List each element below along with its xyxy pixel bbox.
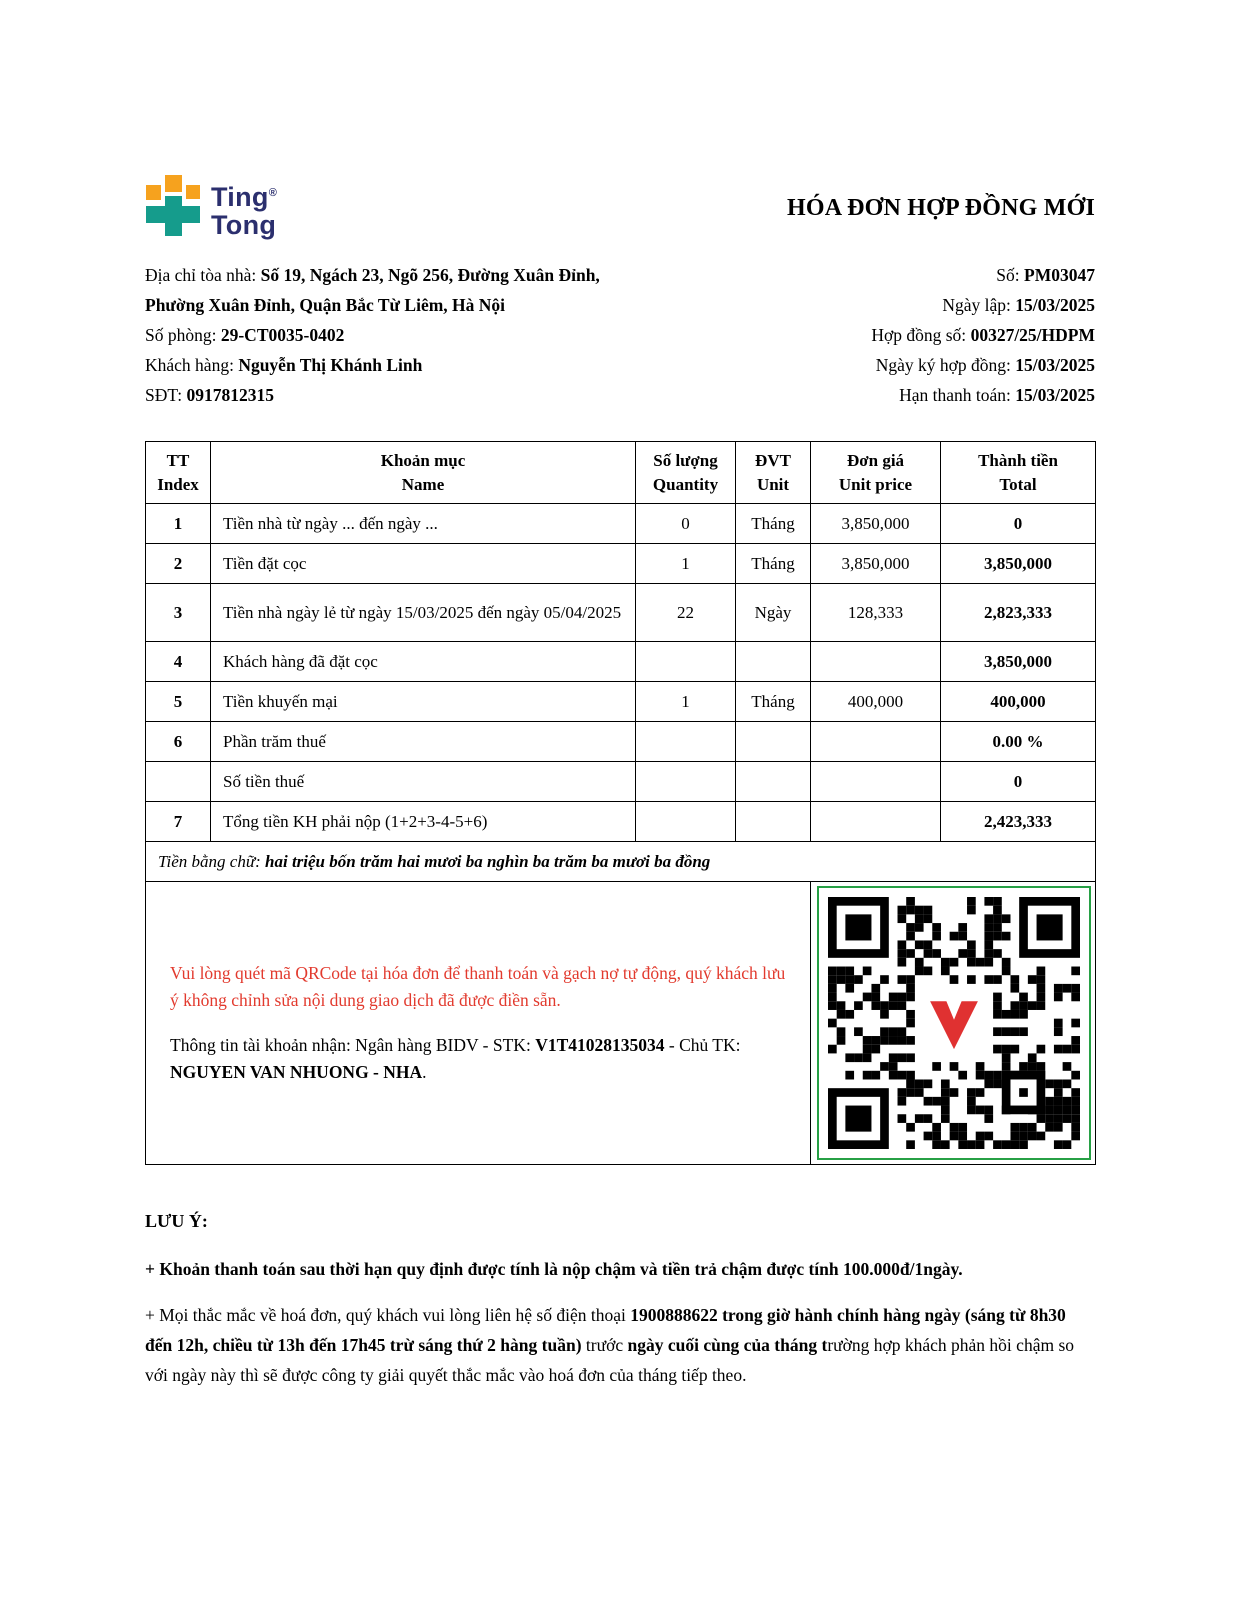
amount-in-words-row — [146, 842, 1096, 882]
address-value-line1: Số 19, Ngách 23, Ngõ 256, Đường Xuân Đỉnh, — [260, 265, 600, 285]
cell-total: 0 — [941, 504, 1096, 544]
col-header-total: Thành tiền Total — [941, 442, 1096, 504]
amount-in-words-value: hai triệu bốn trăm hai mươi ba nghìn ba trăm ba mươi ba đồng — [265, 851, 711, 871]
tingtong-logo-text — [211, 175, 277, 239]
account-holder-label: - Chủ TK: — [664, 1035, 741, 1055]
cell-index: 1 — [146, 504, 211, 544]
cell-unit — [736, 722, 811, 762]
cell-index: 5 — [146, 682, 211, 722]
qr-row — [146, 882, 1096, 1165]
info-right-column — [715, 265, 1095, 415]
cell-total: 2,423,333 — [941, 802, 1096, 842]
table-row — [146, 722, 1096, 762]
cell-name: Tiền khuyến mại — [211, 682, 636, 722]
cell-unit — [736, 802, 811, 842]
cell-total: 0 — [941, 762, 1096, 802]
registered-mark: ® — [268, 187, 278, 199]
cell-unit — [736, 762, 811, 802]
building-address-line1 — [145, 265, 715, 295]
notes-title: LƯU Ý: — [145, 1211, 208, 1231]
due-date-line — [715, 385, 1095, 415]
cell-quantity — [636, 722, 736, 762]
col-header-unit: ĐVT Unit — [736, 442, 811, 504]
contract-number-label: Hợp đồng số: — [871, 325, 971, 345]
col-header-name: Khoản mục Name — [211, 442, 636, 504]
invoice-number-value: PM03047 — [1024, 265, 1095, 285]
cell-name: Tổng tiền KH phải nộp (1+2+3-4-5+6) — [211, 802, 636, 842]
qr-instructions-cell — [146, 882, 811, 1165]
cell-unit-price: 3,850,000 — [811, 544, 941, 584]
cell-unit-price — [811, 722, 941, 762]
contract-date-value: 15/03/2025 — [1015, 355, 1095, 375]
logo-word-ting — [211, 179, 277, 211]
cell-name: Tiền đặt cọc — [211, 544, 636, 584]
receiving-account-info — [170, 1032, 786, 1086]
customer-value: Nguyễn Thị Khánh Linh — [238, 355, 423, 375]
hotline-note-part2: trước — [581, 1334, 628, 1355]
invoice-number-label: Số: — [996, 265, 1025, 285]
phone-value: 0917812315 — [186, 385, 274, 405]
invoice-table — [145, 441, 1096, 1165]
cell-index — [146, 762, 211, 802]
cell-total: 400,000 — [941, 682, 1096, 722]
due-date-label: Hạn thanh toán: — [899, 385, 1016, 405]
address-label: Địa chỉ tòa nhà: — [145, 265, 261, 285]
col-header-unit-price: Đơn giá Unit price — [811, 442, 941, 504]
cell-unit: Tháng — [736, 682, 811, 722]
col-header-quantity: Số lượng Quantity — [636, 442, 736, 504]
notes-section — [145, 1211, 1095, 1390]
issue-date-label: Ngày lập: — [942, 295, 1016, 315]
logo-ting-label: Ting — [211, 182, 269, 212]
account-period: . — [422, 1062, 427, 1083]
cell-unit-price: 128,333 — [811, 584, 941, 642]
tingtong-logo — [145, 175, 277, 239]
cell-total: 3,850,000 — [941, 544, 1096, 584]
cell-name: Khách hàng đã đặt cọc — [211, 642, 636, 682]
cell-total: 0.00 % — [941, 722, 1096, 762]
room-number-line — [145, 325, 715, 355]
amount-in-words-label: Tiền bằng chữ: — [158, 851, 266, 871]
cell-unit: Tháng — [736, 504, 811, 544]
cell-index: 2 — [146, 544, 211, 584]
issue-date-value: 15/03/2025 — [1015, 295, 1095, 315]
table-row — [146, 584, 1096, 642]
cell-quantity: 1 — [636, 682, 736, 722]
contract-number-value: 00327/25/HDPM — [970, 325, 1095, 345]
cell-index: 7 — [146, 802, 211, 842]
customer-line — [145, 355, 715, 385]
table-row — [146, 544, 1096, 584]
cell-unit-price: 3,850,000 — [811, 504, 941, 544]
cell-index: 4 — [146, 642, 211, 682]
cell-unit-price: 400,000 — [811, 682, 941, 722]
contract-number-line — [715, 325, 1095, 355]
cell-name: Phần trăm thuế — [211, 722, 636, 762]
hotline-note — [145, 1301, 1095, 1390]
account-holder: NGUYEN VAN NHUONG - NHA — [170, 1062, 423, 1083]
invoice-number-line — [715, 265, 1095, 295]
account-label: Thông tin tài khoản nhận: Ngân hàng BIDV - STK: — [170, 1035, 536, 1055]
cell-unit — [736, 642, 811, 682]
cell-unit: Ngày — [736, 584, 811, 642]
phone-label: SĐT: — [145, 385, 187, 405]
qr-payment-notice: Vui lòng quét mã QRCode tại hóa đơn để thanh toán và gạch nợ tự động, quý khách lưu ý không chỉnh sửa nội dung giao dịch đã được điền sẵn. — [170, 962, 786, 1010]
cell-total: 3,850,000 — [941, 642, 1096, 682]
cell-quantity: 1 — [636, 544, 736, 584]
room-value: 29-CT0035-0402 — [220, 325, 345, 345]
room-label: Số phòng: — [145, 325, 221, 345]
cell-name: Tiền nhà từ ngày ... đến ngày ... — [211, 504, 636, 544]
hotline-note-part3: rường hợp khách phản hồi chậm so với ngày này thì sẽ được công ty giải quyết thắc mắc vào hoá đơn của tháng tiếp theo. — [145, 1334, 1075, 1385]
header — [145, 175, 1095, 239]
cell-unit-price — [811, 762, 941, 802]
hotline-note-part1: + Mọi thắc mắc về hoá đơn, quý khách vui lòng liên hệ số điện thoại — [145, 1305, 631, 1326]
account-number: V1T41028135034 — [535, 1035, 665, 1055]
cell-quantity: 22 — [636, 584, 736, 642]
table-row — [146, 802, 1096, 842]
cell-quantity: 0 — [636, 504, 736, 544]
cell-unit-price — [811, 802, 941, 842]
col-header-index: TT Index — [146, 442, 211, 504]
contract-date-label: Ngày ký hợp đồng: — [875, 355, 1016, 375]
table-header-row — [146, 442, 1096, 504]
tingtong-logo-icon — [145, 175, 201, 237]
qr-code-cell — [811, 882, 1096, 1165]
qr-code — [817, 886, 1091, 1160]
table-row — [146, 682, 1096, 722]
due-date-value: 15/03/2025 — [1015, 385, 1095, 405]
logo-word-tong: Tong — [211, 210, 277, 240]
customer-label: Khách hàng: — [145, 355, 239, 375]
cell-quantity — [636, 642, 736, 682]
cell-name: Tiền nhà ngày lẻ từ ngày 15/03/2025 đến ngày 05/04/2025 — [211, 584, 636, 642]
info-left-column — [145, 265, 715, 415]
hotline-number-and-hours: 1900888622 trong giờ hành chính hàng ngày (sáng từ 8h30 đến 12h, chiều từ 13h đến 17h45 trừ sáng thứ 2 hàng tuần) — [145, 1305, 1066, 1355]
amount-in-words-cell — [146, 842, 1096, 882]
late-payment-note: + Khoản thanh toán sau thời hạn quy định được tính là nộp chậm và tiền trả chậm được tính 100.000đ/1ngày. — [145, 1259, 963, 1279]
invoice-info — [145, 265, 1095, 415]
cell-unit: Tháng — [736, 544, 811, 584]
contract-date-line — [715, 355, 1095, 385]
table-row — [146, 762, 1096, 802]
phone-line — [145, 385, 715, 415]
deadline-emphasis: ngày cuối cùng của tháng t — [627, 1334, 828, 1355]
cell-quantity — [636, 762, 736, 802]
qr-code-image — [828, 897, 1080, 1149]
cell-quantity — [636, 802, 736, 842]
table-row — [146, 642, 1096, 682]
issue-date-line — [715, 295, 1095, 325]
cell-index: 3 — [146, 584, 211, 642]
cell-name: Số tiền thuế — [211, 762, 636, 802]
building-address-line2: Phường Xuân Đỉnh, Quận Bắc Từ Liêm, Hà Nội — [145, 295, 506, 315]
table-row — [146, 504, 1096, 544]
cell-index: 6 — [146, 722, 211, 762]
page-title: HÓA ĐƠN HỢP ĐỒNG MỚI — [786, 195, 1095, 221]
cell-total: 2,823,333 — [941, 584, 1096, 642]
cell-unit-price — [811, 642, 941, 682]
